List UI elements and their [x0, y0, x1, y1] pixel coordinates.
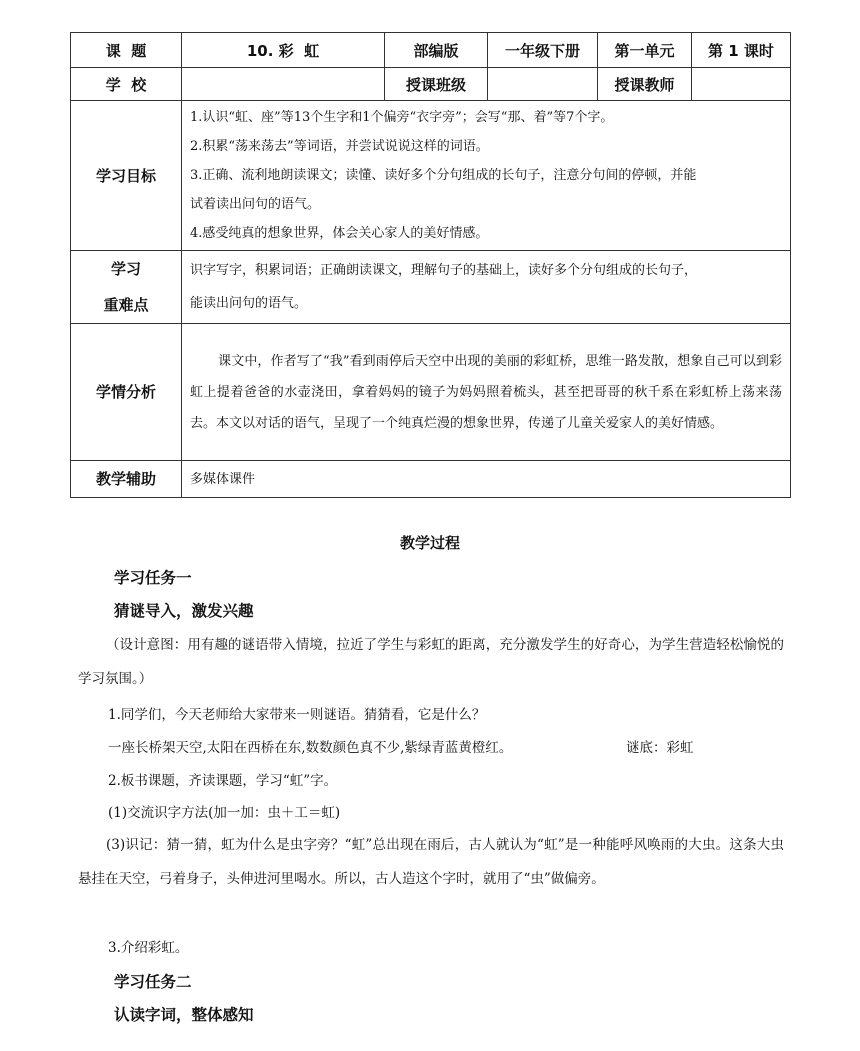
key-point-line: 能读出问句的语气。 [190, 296, 308, 311]
goals-row [71, 101, 791, 251]
aids-value: 多媒体课件 [182, 461, 791, 498]
step2-1-text: (1)交流识字方法(加一加：虫＋工＝虹) [108, 805, 341, 821]
step2-3-text: (3)识记：猜一猜，虹为什么是虫字旁？“虹”总出现在雨后，古人就认为“虹”是一种能呼风唤雨的大虫。这条大虫悬挂在天空，弓着身子，头伸进河里喝水。所以，古人造这个字时，就用了“虫”做偏旁。 [78, 837, 784, 887]
goal-item: 1.认识“虹、座”等13个生字和1个偏旁“衣字旁”；会写“那、着”等7个字。 [190, 110, 614, 125]
step3-text: 3.介绍彩虹。 [108, 940, 189, 956]
teacher-value [692, 68, 791, 101]
riddle-answer: 谜底：彩虹 [626, 740, 694, 756]
step1-text: 1.同学们，今天老师给大家带来一则谜语。猜猜看，它是什么？ [108, 707, 486, 723]
key-point-line: 识字写字，积累词语；正确朗读课文，理解句子的基础上，读好多个分句组成的长句子， [190, 263, 698, 278]
process-title: 教学过程 [399, 534, 460, 552]
lesson-title: 10. 彩 虹 [182, 33, 385, 68]
aids-row [71, 461, 791, 498]
riddle-text: 一座长桥架天空,太阳在西桥在东,数数颜色真不少,紫绿青蓝黄橙红。 [108, 740, 513, 756]
analysis-content [182, 324, 791, 461]
task1-subtitle: 猜谜导入，激发兴趣 [114, 602, 254, 620]
goal-item: 4.感受纯真的想象世界，体会关心家人的美好情感。 [190, 226, 489, 241]
title-row [71, 33, 791, 68]
design-intent: （设计意图：用有趣的谜语带入情境，拉近了学生与彩虹的距离，充分激发学生的好奇心，为学生营造轻松愉悦的学习氛围。） [78, 637, 784, 687]
edition-cell: 部编版 [385, 33, 488, 68]
unit-cell: 第一单元 [598, 33, 692, 68]
analysis-row [71, 324, 791, 461]
key-points-label-line2: 重难点 [103, 296, 149, 314]
analysis-text: 课文中，作者写了“我”看到雨停后天空中出现的美丽的彩虹桥，思维一路发散，想象自己可以到彩虹上提着爸爸的水壶浇田，拿着妈妈的镜子为妈妈照着梳头，甚至把哥哥的秋千系在彩虹桥上荡来荡去。本文以对话的语气，呈现了一个纯真烂漫的想象世界，传递了儿童关爱家人的美好情感。 [190, 353, 782, 431]
teacher-label: 授课教师 [598, 68, 692, 101]
lesson-info-table [70, 32, 791, 498]
task2-title: 学习任务二 [114, 973, 192, 991]
class-value [488, 68, 598, 101]
grade-cell: 一年级下册 [488, 33, 598, 68]
aids-label: 教学辅助 [71, 461, 182, 498]
class-label: 授课班级 [385, 68, 488, 101]
goal-item: 2.积累“荡来荡去”等词语，并尝试说说这样的词语。 [190, 139, 489, 154]
school-row [71, 68, 791, 101]
step2-text: 2.板书课题，齐读课题，学习“虹”字。 [108, 773, 338, 789]
key-points-row [71, 251, 791, 324]
key-points-label-line1: 学习 [110, 260, 141, 278]
task2-subtitle: 认读字词，整体感知 [114, 1006, 254, 1024]
task1-title: 学习任务一 [114, 569, 192, 587]
school-value [182, 68, 385, 101]
lesson-number-cell: 第 1 课时 [692, 33, 791, 68]
key-points-content [182, 251, 791, 324]
goals-label: 学习目标 [71, 101, 182, 251]
topic-label: 课 题 [71, 33, 182, 68]
analysis-label: 学情分析 [71, 324, 182, 461]
goals-content [182, 101, 791, 251]
key-points-label [71, 251, 182, 324]
goal-item: 3.正确、流利地朗读课文；读懂、读好多个分句组成的长句子，注意分句间的停顿，并能 [190, 168, 697, 183]
goal-item: 试着读出问句的语气。 [190, 197, 321, 212]
school-label: 学 校 [71, 68, 182, 101]
